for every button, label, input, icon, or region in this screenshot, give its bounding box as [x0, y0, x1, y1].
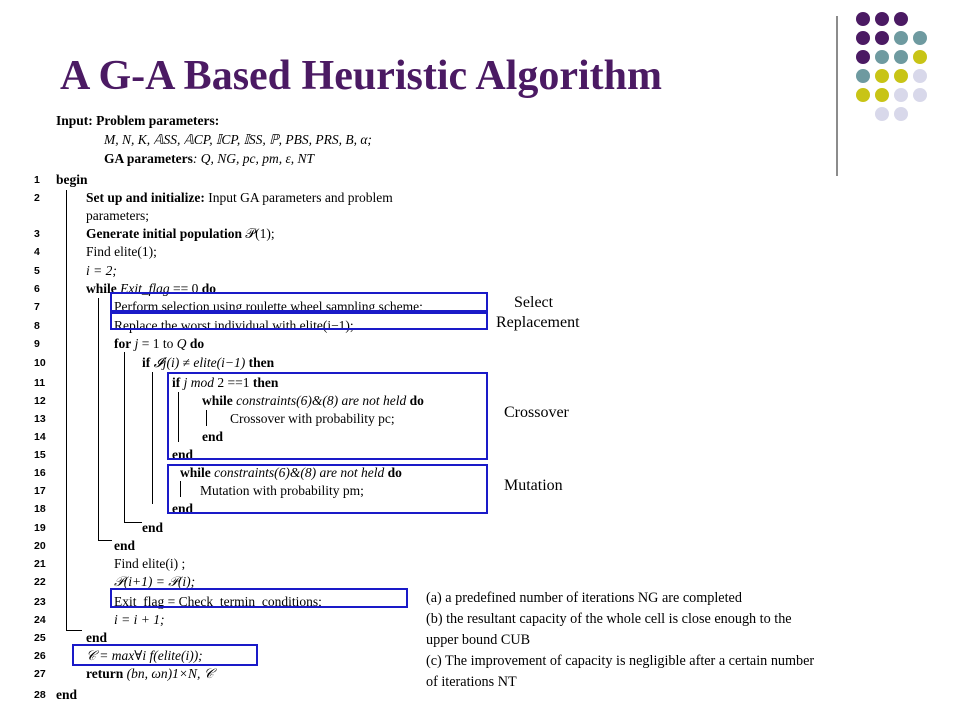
code-line: Replace the worst individual with elite(i−1); [114, 318, 354, 333]
line-number: 17 [34, 485, 46, 497]
mutation-highlight-box [167, 464, 488, 514]
code-line: Find elite(i) ; [114, 556, 186, 571]
code-line: Set up and initialize: Input GA parameters and problem [86, 190, 393, 205]
line-number: 3 [34, 228, 40, 240]
crossover-highlight-box [167, 372, 488, 460]
line-number: 28 [34, 689, 46, 701]
code-line: Find elite(1); [86, 244, 157, 259]
line-number: 20 [34, 540, 46, 552]
selection-highlight-box [110, 292, 488, 312]
condition-b-line1: (b) the resultant capacity of the whole cell is close enough to the [426, 611, 792, 627]
code-line: 𝒞 = max∀i f(elite(i)); [86, 648, 203, 663]
termination-highlight-box [110, 588, 408, 608]
line-number: 14 [34, 431, 46, 443]
capacity-highlight-box [72, 644, 258, 666]
line-number: 16 [34, 467, 46, 479]
input-line [56, 113, 219, 129]
problem-parameter-list: M, N, K, 𝔸SS, 𝔸CP, 𝕀CP, 𝕀SS, ℙ, PBS, PRS, B, α; [104, 132, 372, 147]
code-line: end [56, 687, 78, 702]
replacement-label: Replacement [496, 314, 580, 331]
condition-c-line2: of iterations NT [426, 674, 517, 690]
code-line: Generate initial population 𝒫(1); [86, 226, 275, 241]
code-line: 𝒫(i+1) = 𝒫(i); [114, 574, 196, 589]
code-line: return (bn, ωn)1×N, 𝒞 [86, 666, 214, 681]
indent-rail-while [98, 298, 99, 540]
code-line: while Exit_flag == 0 do [86, 281, 217, 296]
code-line: if j mod 2 ==1 then [172, 375, 279, 390]
slide-title: A G-A Based Heuristic Algorithm [60, 53, 662, 99]
code-line: i = 2; [86, 263, 117, 278]
line-number: 22 [34, 576, 46, 588]
line-number: 15 [34, 449, 46, 461]
code-line: for j = 1 to Q do [114, 336, 205, 351]
code-line: while constraints(6)&(8) are not held do [202, 393, 424, 408]
code-line: end [114, 538, 136, 553]
select-label: Select [514, 294, 554, 311]
code-line: parameters; [86, 208, 149, 223]
line-number: 26 [34, 650, 46, 662]
line-number: 4 [34, 246, 40, 258]
line-number: 11 [34, 377, 46, 389]
line-number: 18 [34, 503, 46, 515]
indent-foot-begin [66, 630, 82, 631]
line-number: 24 [34, 614, 46, 626]
line-number: 25 [34, 632, 46, 644]
code-line: Perform selection using roulette wheel sampling scheme; [114, 299, 423, 314]
crossover-label: Crossover [504, 404, 569, 421]
termination-conditions [426, 588, 950, 693]
replacement-highlight-box [110, 312, 488, 330]
indent-rail-if [152, 372, 153, 504]
indent-foot-while [98, 540, 112, 541]
line-number: 6 [34, 283, 40, 295]
line-number: 23 [34, 596, 46, 608]
indent-rail-for [124, 352, 125, 522]
indent-foot-for [124, 522, 142, 523]
code-line: i = i + 1; [114, 612, 165, 627]
line-number: 2 [34, 192, 40, 204]
code-line: Crossover with probability pc; [230, 411, 395, 426]
line-number: 21 [34, 558, 46, 570]
code-line: Exit_flag = Check_termin_conditions; [114, 594, 322, 609]
code-line: Mutation with probability pm; [200, 483, 364, 498]
line-number: 27 [34, 668, 46, 680]
line-number: 1 [34, 174, 40, 186]
code-line: while constraints(6)&(8) are not held do [180, 465, 402, 480]
input-label: Input: [56, 113, 93, 128]
ga-parameter-line [104, 151, 314, 167]
code-line: end [172, 447, 194, 462]
input-text: Problem parameters: [96, 113, 220, 128]
condition-b-line2: upper bound CUB [426, 632, 531, 648]
code-line: end [142, 520, 164, 535]
indent-rail-begin [66, 190, 67, 630]
mutation-label: Mutation [504, 477, 563, 494]
line-number: 9 [34, 338, 40, 350]
condition-a: (a) a predefined number of iterations NG are completed [426, 590, 742, 606]
line-number: 12 [34, 395, 46, 407]
line-number: 10 [34, 357, 46, 369]
condition-c-line1: (c) The improvement of capacity is negligible after a certain number [426, 653, 815, 669]
code-line: begin [56, 172, 88, 187]
code-line: end [172, 501, 194, 516]
line-number: 13 [34, 413, 46, 425]
line-number: 5 [34, 265, 40, 277]
code-line: end [202, 429, 224, 444]
ga-parameter-label: GA parameters [104, 151, 193, 166]
line-number: 19 [34, 522, 46, 534]
line-number: 8 [34, 320, 40, 332]
line-number: 7 [34, 301, 40, 313]
ga-parameter-list: : Q, NG, pc, pm, ε, NT [192, 151, 315, 166]
code-line: end [86, 630, 108, 645]
code-line: if 𝓘j(i) ≠ elite(i−1) then [142, 355, 275, 370]
